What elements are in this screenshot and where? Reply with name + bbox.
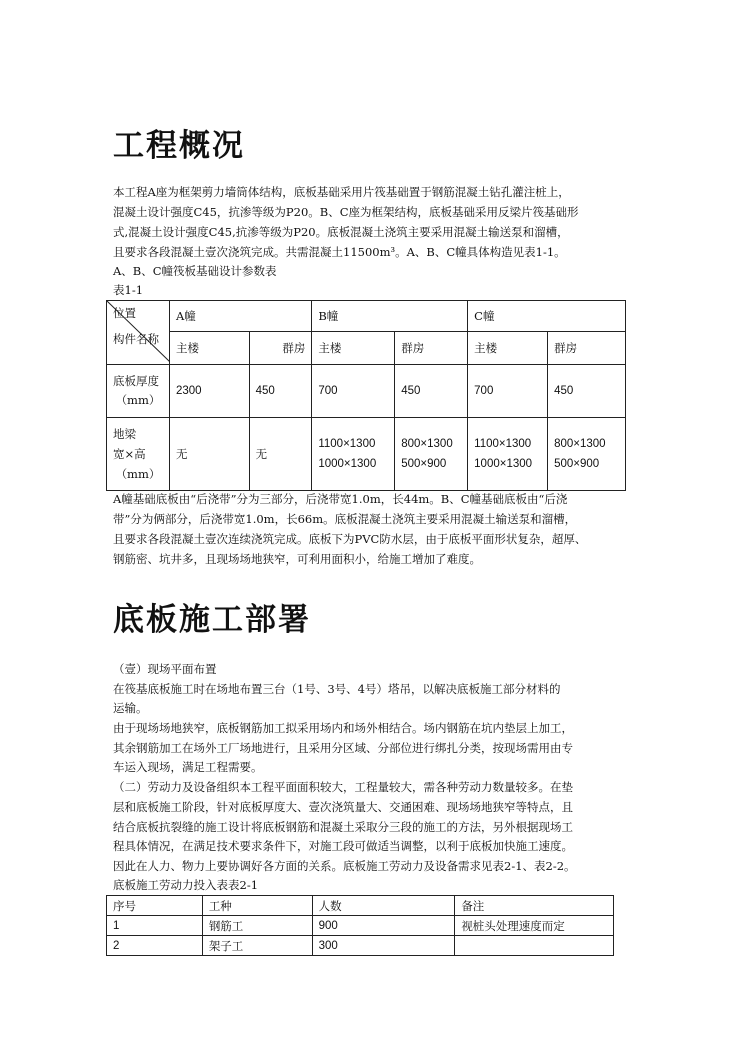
labor-cell: 300: [312, 936, 455, 956]
labor-cell: 视桩头处理速度而定: [455, 916, 614, 936]
table-cell: [312, 418, 395, 491]
sub-header: 群房: [395, 332, 468, 365]
table-cell: 700: [468, 365, 548, 418]
intro-line: 式,混凝土设计强度C45,抗渗等级为P20。底板混凝土浇筑主要采用混凝土输送泵和溜槽，: [113, 225, 569, 239]
cell-line: 800×1300: [554, 438, 606, 450]
row-label-line: 地梁: [113, 427, 136, 441]
corner-top-label: 位置: [113, 306, 136, 320]
section-title-deployment: 底板施工部署: [113, 602, 311, 638]
body-line: 由于现场场地狭窄，底板钢筋加工拟采用场内和场外相结合。场内钢筋在坑内垫层上加工，: [113, 721, 573, 735]
labor-cell: [455, 936, 614, 956]
table-cell: [548, 418, 626, 491]
body-line: （二）劳动力及设备组织本工程平面面积较大，工程量较大，需各种劳动力数量较多。在垫: [113, 780, 573, 794]
labor-header: 备注: [455, 896, 614, 916]
body-line: 程具体情况，在满足技术要求条件下，对施工段可做适当调整，以利于底板加快施工速度。: [113, 839, 573, 853]
sub-header: 群房: [249, 332, 312, 365]
intro-line: 且要求各段混凝土壹次浇筑完成。共需混凝土11500m³。A、B、C幢具体构造见表1-1。: [113, 245, 566, 259]
labor-cell: 900: [312, 916, 455, 936]
sub-header: 主楼: [468, 332, 548, 365]
body-line: 钢筋密、坑井多，且现场场地狭窄，可利用面积小，给施工增加了难度。: [113, 552, 481, 566]
labor-header: 人数: [312, 896, 455, 916]
labor-cell: 钢筋工: [202, 916, 312, 936]
table-cell: 无: [249, 418, 312, 491]
labor-input-table: [106, 895, 614, 956]
row-label-line: （mm）: [115, 393, 161, 407]
labor-cell: 架子工: [202, 936, 312, 956]
section-title-overview: 工程概况: [113, 128, 245, 164]
table-cell: [468, 418, 548, 491]
table-cell: 450: [249, 365, 312, 418]
labor-cell: 2: [107, 936, 203, 956]
body-line: 车运入现场，满足工程需要。: [113, 760, 263, 774]
body-line: 带”分为俩部分，后浇带宽1.0m，长66m。底板混凝土浇筑主要采用混凝土输送泵和溜槽，: [113, 512, 577, 526]
body-line: 其余钢筋加工在场外工厂场地进行，且采用分区域、分部位进行绑扎分类，按现场需用由专: [113, 741, 573, 755]
cell-line: 800×1300: [401, 438, 453, 450]
body-line: 层和底板施工阶段，针对底板厚度大、壹次浇筑量大、交通困难、现场场地狭窄等特点，且: [113, 800, 573, 814]
building-header: C幢: [468, 301, 626, 332]
body-line: A幢基础底板由“后浇带”分为三部分，后浇带宽1.0m，长44m。B、C幢基础底板由“后浇: [113, 492, 568, 506]
labor-header: 序号: [107, 896, 203, 916]
cell-line: 1000×1300: [474, 458, 533, 470]
table-label: 表1-1: [113, 283, 144, 297]
labor-cell: 1: [107, 916, 203, 936]
building-header: A幢: [169, 301, 311, 332]
body-line: 因此在人力、物力上要协调好各方面的关系。底板施工劳动力及设备需求见表2-1、表2-2。: [113, 859, 576, 873]
body-line: 且要求各段混凝土壹次连续浇筑完成。底板下为PVC防水层，由于底板平面形状复杂，超厚、: [113, 532, 587, 546]
table-cell: 450: [548, 365, 626, 418]
cell-line: 1000×1300: [318, 458, 377, 470]
table-cell: 700: [312, 365, 395, 418]
labor-header: 工种: [202, 896, 312, 916]
body-line: 结合底板抗裂缝的施工设计将底板钢筋和混凝土采取分三段的施工的方法，另外根据现场工: [113, 820, 573, 834]
sub-header: 主楼: [312, 332, 395, 365]
table-cell: 450: [395, 365, 468, 418]
row-label-line: 底板厚度: [113, 374, 159, 388]
table-caption: 底板施工劳动力投入表表2-1: [113, 878, 259, 892]
building-header: B幢: [312, 301, 468, 332]
table-cell: [395, 418, 468, 491]
row-label-line: （mm）: [115, 467, 161, 481]
row-label: [107, 418, 170, 491]
cell-line: 500×900: [401, 458, 447, 470]
row-label: [107, 365, 170, 418]
sub-header: 群房: [548, 332, 626, 365]
body-line: （壹）现场平面布置: [113, 662, 217, 676]
table-cell: 无: [169, 418, 249, 491]
foundation-params-table: [106, 300, 626, 491]
corner-bottom-label: 构件名称: [113, 332, 159, 346]
cell-line: 500×900: [554, 458, 600, 470]
sub-header: 主楼: [169, 332, 249, 365]
body-line: 运输。: [113, 701, 148, 715]
body-line: 在筏基底板施工时在场地布置三台（1号、3号、4号）塔吊，以解决底板施工部分材料的: [113, 682, 561, 696]
table-corner-cell: [107, 301, 170, 365]
cell-line: 1100×1300: [474, 438, 532, 450]
intro-line: 本工程A座为框架剪力墙筒体结构，底板基础采用片筏基础置于钢筋混凝土钻孔灌注桩上，: [113, 185, 570, 199]
row-label-line: 宽×高: [113, 447, 146, 461]
table-cell: 2300: [169, 365, 249, 418]
intro-line: 混凝土设计强度C45，抗渗等级为P20。B、C座为框架结构，底板基础采用反梁片筏基础形: [113, 205, 579, 219]
cell-line: 1100×1300: [318, 438, 376, 450]
table-caption: A、B、C幢筏板基础设计参数表: [113, 264, 277, 278]
